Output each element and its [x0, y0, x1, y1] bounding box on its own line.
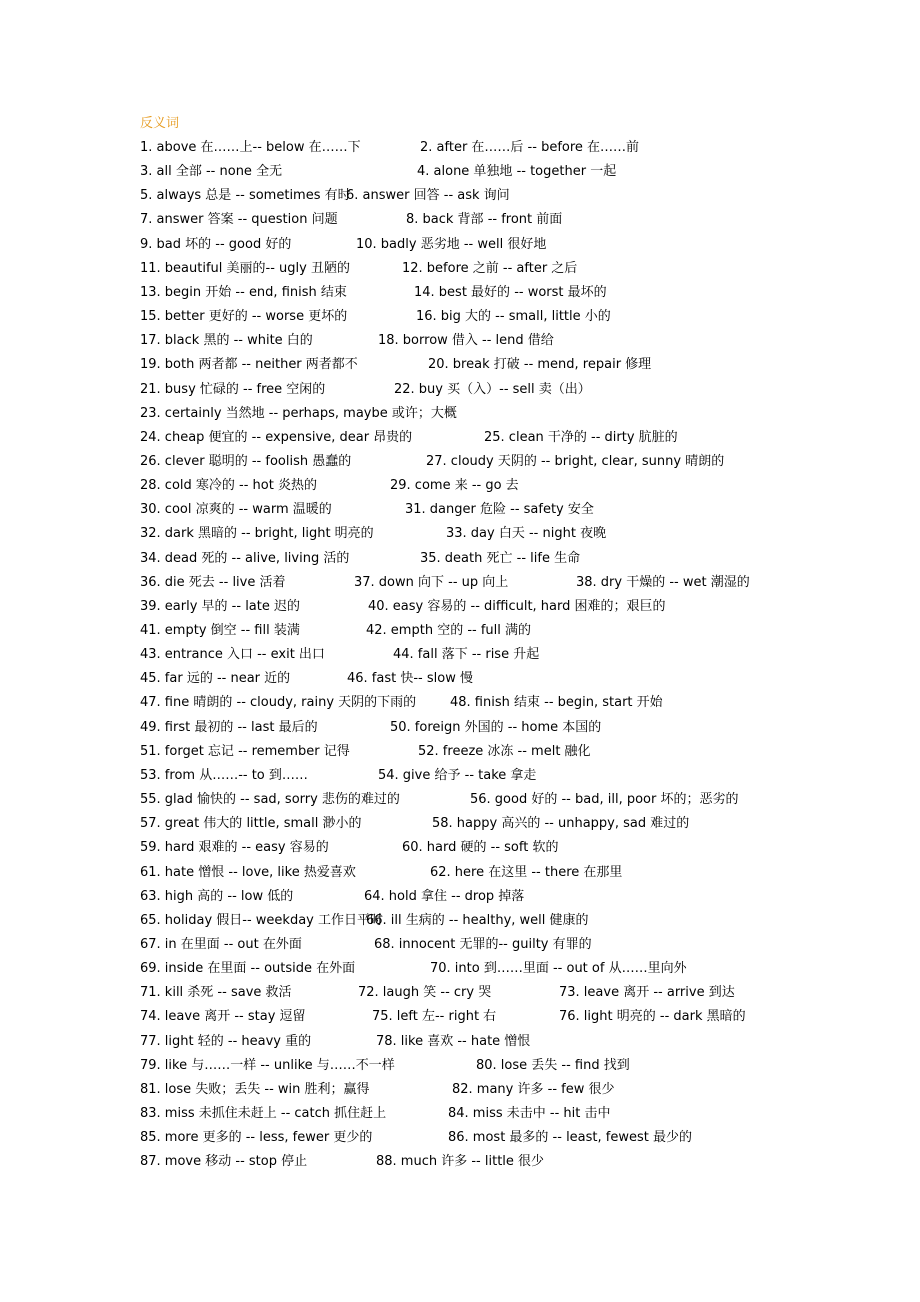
list-line — [140, 429, 780, 449]
antonym-entry: 71. kill 杀死 -- save 救活 — [140, 985, 292, 1001]
antonym-entry: 19. both 两者都 -- neither 两者都不 — [140, 357, 358, 373]
antonym-entry: 23. certainly 当然地 -- perhaps, maybe 或许；大概 — [140, 405, 457, 421]
list-line — [140, 743, 780, 763]
antonym-entry: 74. leave 离开 -- stay 逗留 — [140, 1009, 306, 1025]
antonym-entry: 83. miss 未抓住未赶上 -- catch 抓住赶上 — [140, 1106, 387, 1121]
antonym-entry: 27. cloudy 天阴的 -- bright, clear, sunny 晴朗的 — [426, 453, 725, 469]
list-line — [140, 381, 780, 401]
list-line — [140, 139, 780, 159]
list-line — [140, 453, 780, 473]
antonym-entry: 51. forget 忘记 -- remember 记得 — [140, 743, 350, 759]
antonym-entry: 6. answer 回答 -- ask 询问 — [346, 188, 510, 204]
page-title: 反义词 — [140, 116, 180, 131]
list-line — [140, 1081, 780, 1101]
antonym-entry: 65. holiday 假日-- weekday 工作日平时 — [140, 912, 383, 928]
antonym-entry: 78. like 喜欢 -- hate 憎恨 — [376, 1033, 531, 1049]
antonym-entry: 9. bad 坏的 -- good 好的 — [140, 236, 292, 252]
list-line — [140, 1033, 780, 1053]
antonym-entry: 50. foreign 外国的 -- home 本国的 — [390, 719, 602, 735]
list-line — [140, 912, 780, 932]
antonym-entry: 49. first 最初的 -- last 最后的 — [140, 719, 318, 735]
antonym-entry: 4. alone 单独地 -- together 一起 — [417, 164, 617, 180]
antonym-entry: 53. from 从……-- to 到…… — [140, 767, 308, 783]
antonym-entry: 88. much 许多 -- little 很少 — [376, 1154, 545, 1170]
list-line — [140, 719, 780, 739]
antonym-entry: 67. in 在里面 -- out 在外面 — [140, 936, 302, 952]
antonym-entry: 64. hold 拿住 -- drop 掉落 — [364, 888, 525, 904]
list-line — [140, 308, 780, 328]
antonym-entry: 85. more 更多的 -- less, fewer 更少的 — [140, 1130, 373, 1146]
antonym-entry: 28. cold 寒冷的 -- hot 炎热的 — [140, 478, 317, 494]
antonym-entry: 54. give 给予 -- take 拿走 — [378, 767, 537, 783]
antonym-entry: 1. above 在……上-- below 在……下 — [140, 140, 361, 155]
list-line — [140, 936, 780, 956]
antonym-entry: 2. after 在……后 -- before 在……前 — [420, 140, 640, 155]
list-line — [140, 525, 780, 545]
antonym-entry: 80. lose 丢失 -- find 找到 — [476, 1057, 630, 1073]
antonym-entry: 35. death 死亡 -- life 生命 — [420, 550, 581, 566]
antonym-entry: 8. back 背部 -- front 前面 — [406, 212, 563, 228]
antonym-entry: 44. fall 落下 -- rise 升起 — [393, 647, 540, 663]
antonym-entry: 57. great 伟大的 little, small 渺小的 — [140, 816, 362, 832]
antonym-entry: 32. dark 黑暗的 -- bright, light 明亮的 — [140, 526, 374, 542]
antonym-entry: 48. finish 结束 -- begin, start 开始 — [450, 695, 663, 711]
antonym-entry: 22. buy 买（入）-- sell 卖（出） — [394, 381, 591, 397]
list-line — [140, 670, 780, 690]
antonym-entry: 13. begin 开始 -- end, finish 结束 — [140, 284, 347, 300]
list-line — [140, 501, 780, 521]
list-line — [140, 187, 780, 207]
antonym-entry: 84. miss 未击中 -- hit 击中 — [448, 1106, 611, 1121]
antonym-entry: 55. glad 愉快的 -- sad, sorry 悲伤的难过的 — [140, 792, 400, 808]
antonym-entry: 36. die 死去 -- live 活着 — [140, 574, 286, 590]
list-line — [140, 332, 780, 352]
antonym-entry: 86. most 最多的 -- least, fewest 最少的 — [448, 1130, 692, 1146]
antonym-entry: 12. before 之前 -- after 之后 — [402, 260, 578, 276]
list-line — [140, 1105, 780, 1125]
list-line — [140, 284, 780, 304]
antonym-entry: 15. better 更好的 -- worse 更坏的 — [140, 309, 348, 325]
list-line — [140, 163, 780, 183]
list-line — [140, 960, 780, 980]
antonym-entry: 39. early 早的 -- late 迟的 — [140, 598, 301, 614]
antonym-entry: 37. down 向下 -- up 向上 — [354, 574, 509, 590]
antonym-entry: 59. hard 艰难的 -- easy 容易的 — [140, 840, 329, 856]
antonym-entry: 31. danger 危险 -- safety 安全 — [405, 502, 594, 518]
antonym-entry: 20. break 打破 -- mend, repair 修理 — [428, 357, 652, 373]
list-line — [140, 646, 780, 666]
list-line — [140, 767, 780, 787]
list-line — [140, 888, 780, 908]
list-line — [140, 1057, 780, 1077]
antonym-entry: 29. come 来 -- go 去 — [390, 478, 519, 494]
list-line — [140, 550, 780, 570]
antonym-entry: 42. empth 空的 -- full 满的 — [366, 623, 532, 638]
antonym-entry: 26. clever 聪明的 -- foolish 愚蠢的 — [140, 453, 352, 469]
antonym-entry: 70. into 到……里面 -- out of 从……里向外 — [430, 961, 687, 977]
list-line — [140, 864, 780, 884]
antonym-entry: 21. busy 忙碌的 -- free 空闲的 — [140, 381, 326, 397]
antonym-entry: 40. easy 容易的 -- difficult, hard 困难的；艰巨的 — [368, 598, 666, 614]
list-line — [140, 477, 780, 497]
list-line — [140, 839, 780, 859]
antonym-entry: 73. leave 离开 -- arrive 到达 — [559, 985, 735, 1001]
antonym-entry: 56. good 好的 -- bad, ill, poor 坏的；恶劣的 — [470, 792, 739, 808]
list-line — [140, 622, 780, 642]
antonym-entry: 3. all 全部 -- none 全无 — [140, 164, 283, 180]
list-line — [140, 574, 780, 594]
list-line — [140, 1008, 780, 1028]
antonym-entry: 63. high 高的 -- low 低的 — [140, 888, 294, 904]
antonym-entry: 41. empty 倒空 -- fill 装满 — [140, 623, 300, 638]
antonym-entry: 16. big 大的 -- small, little 小的 — [416, 309, 611, 325]
antonym-entry: 5. always 总是 -- sometimes 有时 — [140, 188, 351, 204]
antonym-entry: 61. hate 憎恨 -- love, like 热爱喜欢 — [140, 864, 356, 880]
antonym-entry: 24. cheap 便宜的 -- expensive, dear 昂贵的 — [140, 429, 413, 445]
list-line — [140, 1153, 780, 1173]
antonym-entry: 38. dry 干燥的 -- wet 潮湿的 — [576, 574, 750, 590]
antonym-entry: 43. entrance 入口 -- exit 出口 — [140, 647, 325, 663]
antonym-entry: 30. cool 凉爽的 -- warm 温暖的 — [140, 502, 332, 518]
antonym-entry: 62. here 在这里 -- there 在那里 — [430, 864, 623, 880]
antonym-entry: 7. answer 答案 -- question 问题 — [140, 212, 338, 228]
antonym-entry: 79. like 与……一样 -- unlike 与……不一样 — [140, 1057, 395, 1073]
list-line — [140, 260, 780, 280]
antonym-entry: 18. borrow 借入 -- lend 借给 — [378, 333, 554, 349]
list-line — [140, 984, 780, 1004]
antonym-entry: 87. move 移动 -- stop 停止 — [140, 1154, 308, 1170]
antonym-entry: 11. beautiful 美丽的-- ugly 丑陋的 — [140, 260, 350, 276]
antonym-entry: 77. light 轻的 -- heavy 重的 — [140, 1033, 312, 1049]
antonym-entry: 14. best 最好的 -- worst 最坏的 — [414, 284, 607, 300]
antonym-entry: 76. light 明亮的 -- dark 黑暗的 — [559, 1009, 746, 1025]
list-line — [140, 356, 780, 376]
list-line — [140, 815, 780, 835]
antonym-entry: 10. badly 恶劣地 -- well 很好地 — [356, 236, 547, 252]
antonym-entry: 25. clean 干净的 -- dirty 肮脏的 — [484, 429, 678, 445]
list-line — [140, 236, 780, 256]
list-line — [140, 1129, 780, 1149]
antonym-entry: 69. inside 在里面 -- outside 在外面 — [140, 961, 356, 977]
list-line — [140, 694, 780, 714]
antonym-entry: 82. many 许多 -- few 很少 — [452, 1081, 615, 1097]
list-line — [140, 211, 780, 231]
antonym-entry: 52. freeze 冰冻 -- melt 融化 — [418, 743, 591, 759]
antonym-entry: 47. fine 晴朗的 -- cloudy, rainy 天阴的下雨的 — [140, 695, 417, 711]
antonym-entry: 75. left 左-- right 右 — [372, 1009, 497, 1025]
antonym-entry: 33. day 白天 -- night 夜晚 — [446, 526, 607, 542]
antonym-entry: 58. happy 高兴的 -- unhappy, sad 难过的 — [432, 816, 690, 832]
antonym-entry: 68. innocent 无罪的-- guilty 有罪的 — [374, 936, 592, 952]
antonym-entry: 81. lose 失败；丢失 -- win 胜利；赢得 — [140, 1081, 370, 1097]
list-line — [140, 405, 780, 425]
antonym-entry: 45. far 远的 -- near 近的 — [140, 671, 291, 687]
antonym-entry: 34. dead 死的 -- alive, living 活的 — [140, 550, 350, 566]
antonym-entry: 72. laugh 笑 -- cry 哭 — [358, 985, 492, 1001]
antonym-entry: 46. fast 快-- slow 慢 — [347, 671, 473, 687]
antonym-entry: 17. black 黑的 -- white 白的 — [140, 333, 313, 349]
list-line — [140, 791, 780, 811]
antonym-entry: 60. hard 硬的 -- soft 软的 — [402, 840, 559, 856]
list-line — [140, 598, 780, 618]
antonym-entry: 66. ill 生病的 -- healthy, well 健康的 — [366, 912, 589, 928]
